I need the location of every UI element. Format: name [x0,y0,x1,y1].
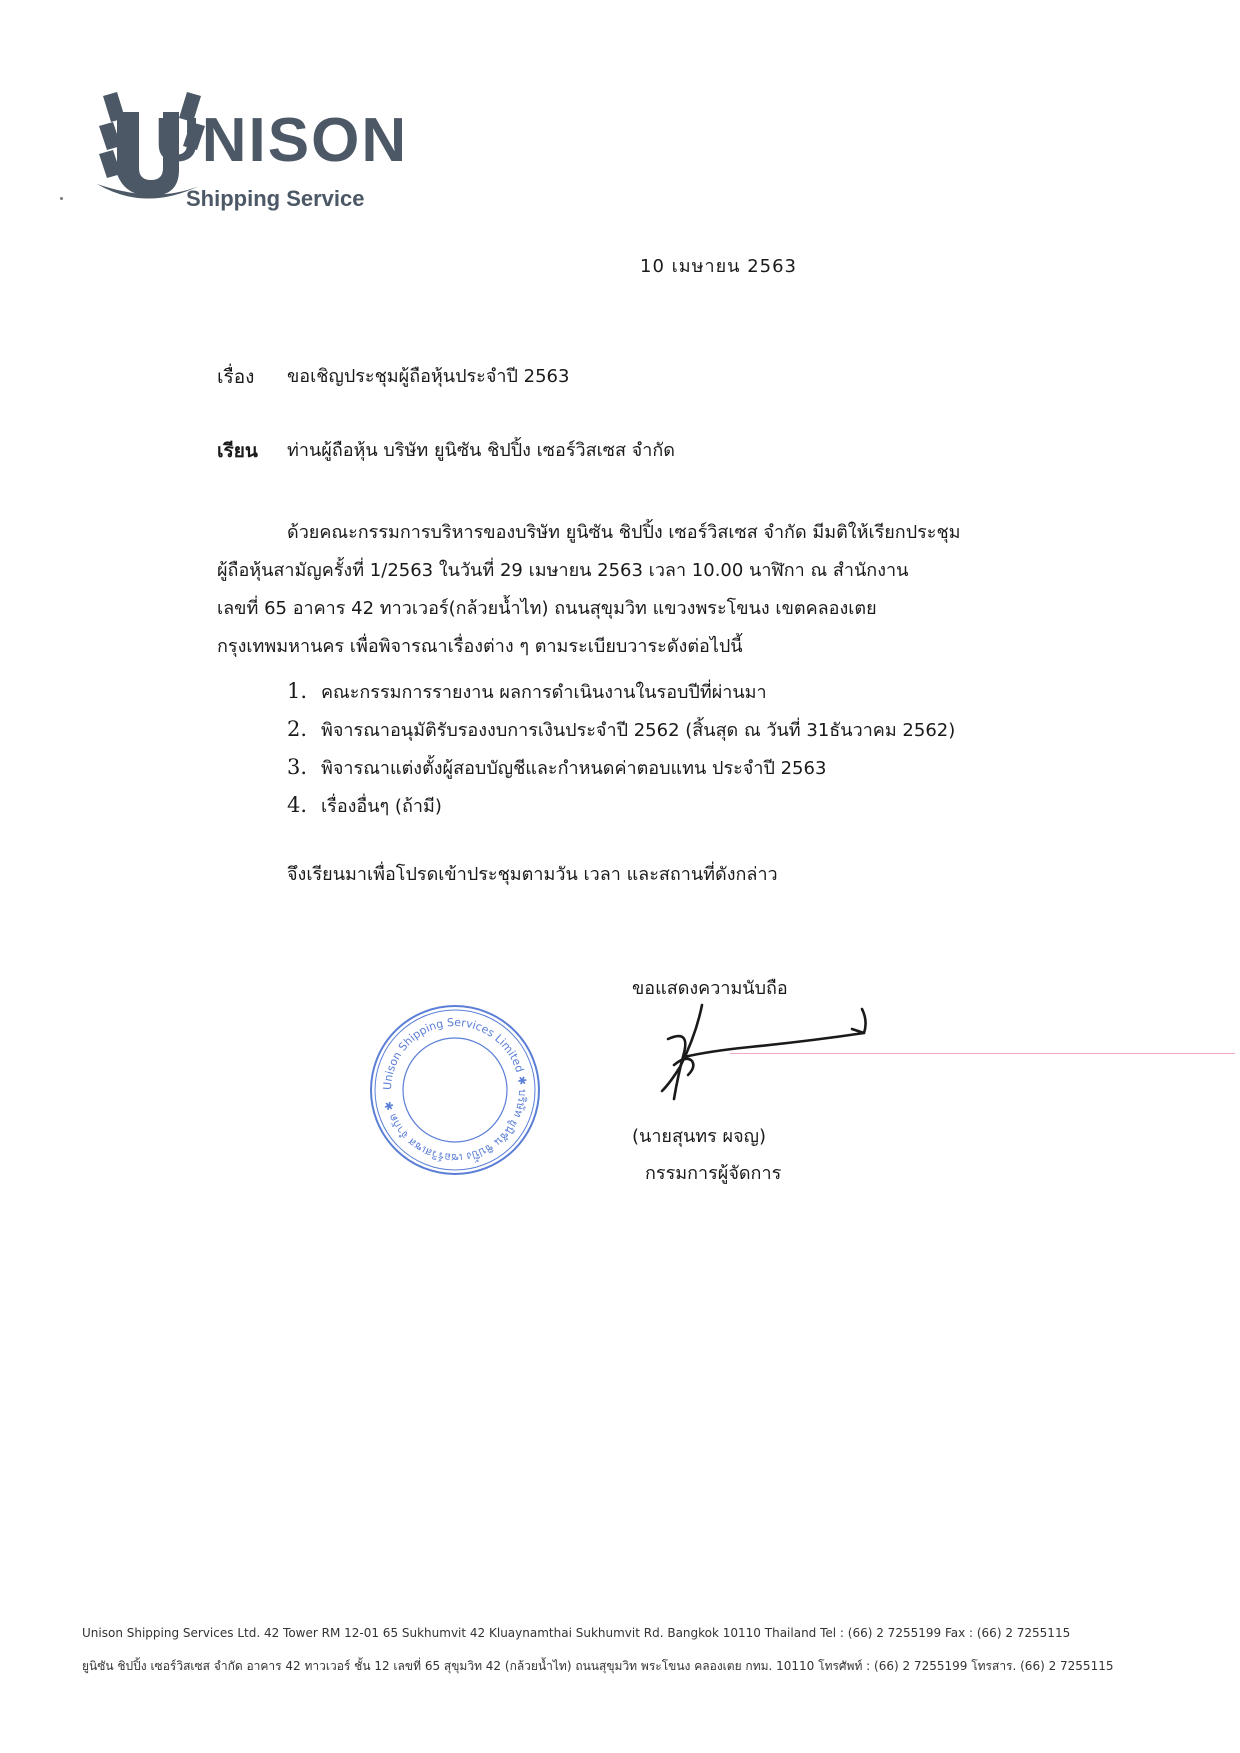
agenda-item [287,672,955,710]
body-paragraph [217,514,1057,666]
body-line: กรุงเทพมหานคร เพื่อพิจารณาเรื่องต่าง ๆ ตามระเบียบวาระดังต่อไปนี้ [217,636,743,657]
agenda-item [287,786,955,824]
handwritten-signature [640,995,880,1115]
body-line: ผู้ถือหุ้นสามัญครั้งที่ 1/2563 ในวันที่ 29 เมษายน 2563 เวลา 10.00 นาฬิกา ณ สำนักงาน [217,560,909,581]
signer-name: (นายสุนทร ผจญ) [632,1126,766,1147]
agenda-number: 4. [287,793,308,817]
svg-text:Unison Shipping Services Limit: Unison Shipping Services Limited ✱ บริษัท ยูนิซัน ชิปปิ้ง เซอร์วิสเซส จำกัด ✱ [380,1015,530,1165]
body-line: ด้วยคณะกรรมการบริหารของบริษัท ยูนิซัน ชิปปิ้ง เซอร์วิสเซส จำกัด มีมติให้เรียกประชุม [287,522,961,543]
salutation-text: ท่านผู้ถือหุ้น บริษัท ยูนิซัน ชิปปิ้ง เซอร์วิสเซส จำกัด [287,440,675,461]
body-line: เลขที่ 65 อาคาร 42 ทาวเวอร์(กล้วยน้ำไท) ถนนสุขุมวิท แขวงพระโขนง เขตคลองเตย [217,598,877,619]
salutation-label: เรียน [217,440,258,462]
closing-sentence: จึงเรียนมาเพื่อโปรดเข้าประชุมตามวัน เวลา และสถานที่ดังกล่าว [287,864,778,885]
agenda-text: คณะกรรมการรายงาน ผลการดำเนินงานในรอบปีที่ผ่านมา [321,681,767,703]
agenda-number: 1. [287,679,308,703]
footer-address-english: Unison Shipping Services Ltd. 42 Tower RM 12-01 65 Sukhumvit 42 Kluaynamthai Sukhumvit Rd. Bangkok 10110 Thailand Tel : (66) 2 7255199 Fax : (66) 2 7255115 [82,1626,1071,1640]
letter-date: 10 เมษายน 2563 [640,256,797,277]
signer-title: กรรมการผู้จัดการ [645,1163,782,1184]
logo-wordmark: UNISON [155,106,409,175]
regards-text: ขอแสดงความนับถือ [632,978,788,999]
agenda-item [287,710,955,748]
subject-label: เรื่อง [217,366,255,388]
agenda-list [287,672,955,824]
agenda-item [287,748,955,786]
footer-address-thai: ยูนิซัน ชิปปิ้ง เซอร์วิสเซส จำกัด อาคาร 42 ทาวเวอร์ ชั้น 12 เลขที่ 65 สุขุมวิท 42 (กล้วยน้ำไท) ถนนสุขุมวิท พระโขนง คลองเตย กทม. 10110 โทรศัพท์ : (66) 2 7255199 โทรสาร. (66) 2 7255115 [82,1659,1114,1673]
speck [60,197,63,200]
company-seal [365,1000,545,1180]
subject-text: ขอเชิญประชุมผู้ถือหุ้นประจำปี 2563 [287,366,570,387]
agenda-text: เรื่องอื่นๆ (ถ้ามี) [321,795,442,817]
agenda-number: 2. [287,717,308,741]
agenda-text: พิจารณาอนุมัติรับรองงบการเงินประจำปี 2562 (สิ้นสุด ณ วันที่ 31ธันวาคม 2562) [321,719,956,741]
logo-subtitle: Shipping Service [186,186,365,211]
agenda-text: พิจารณาแต่งตั้งผู้สอบบัญชีและกำหนดค่าตอบแทน ประจำปี 2563 [321,757,827,779]
agenda-number: 3. [287,755,308,779]
